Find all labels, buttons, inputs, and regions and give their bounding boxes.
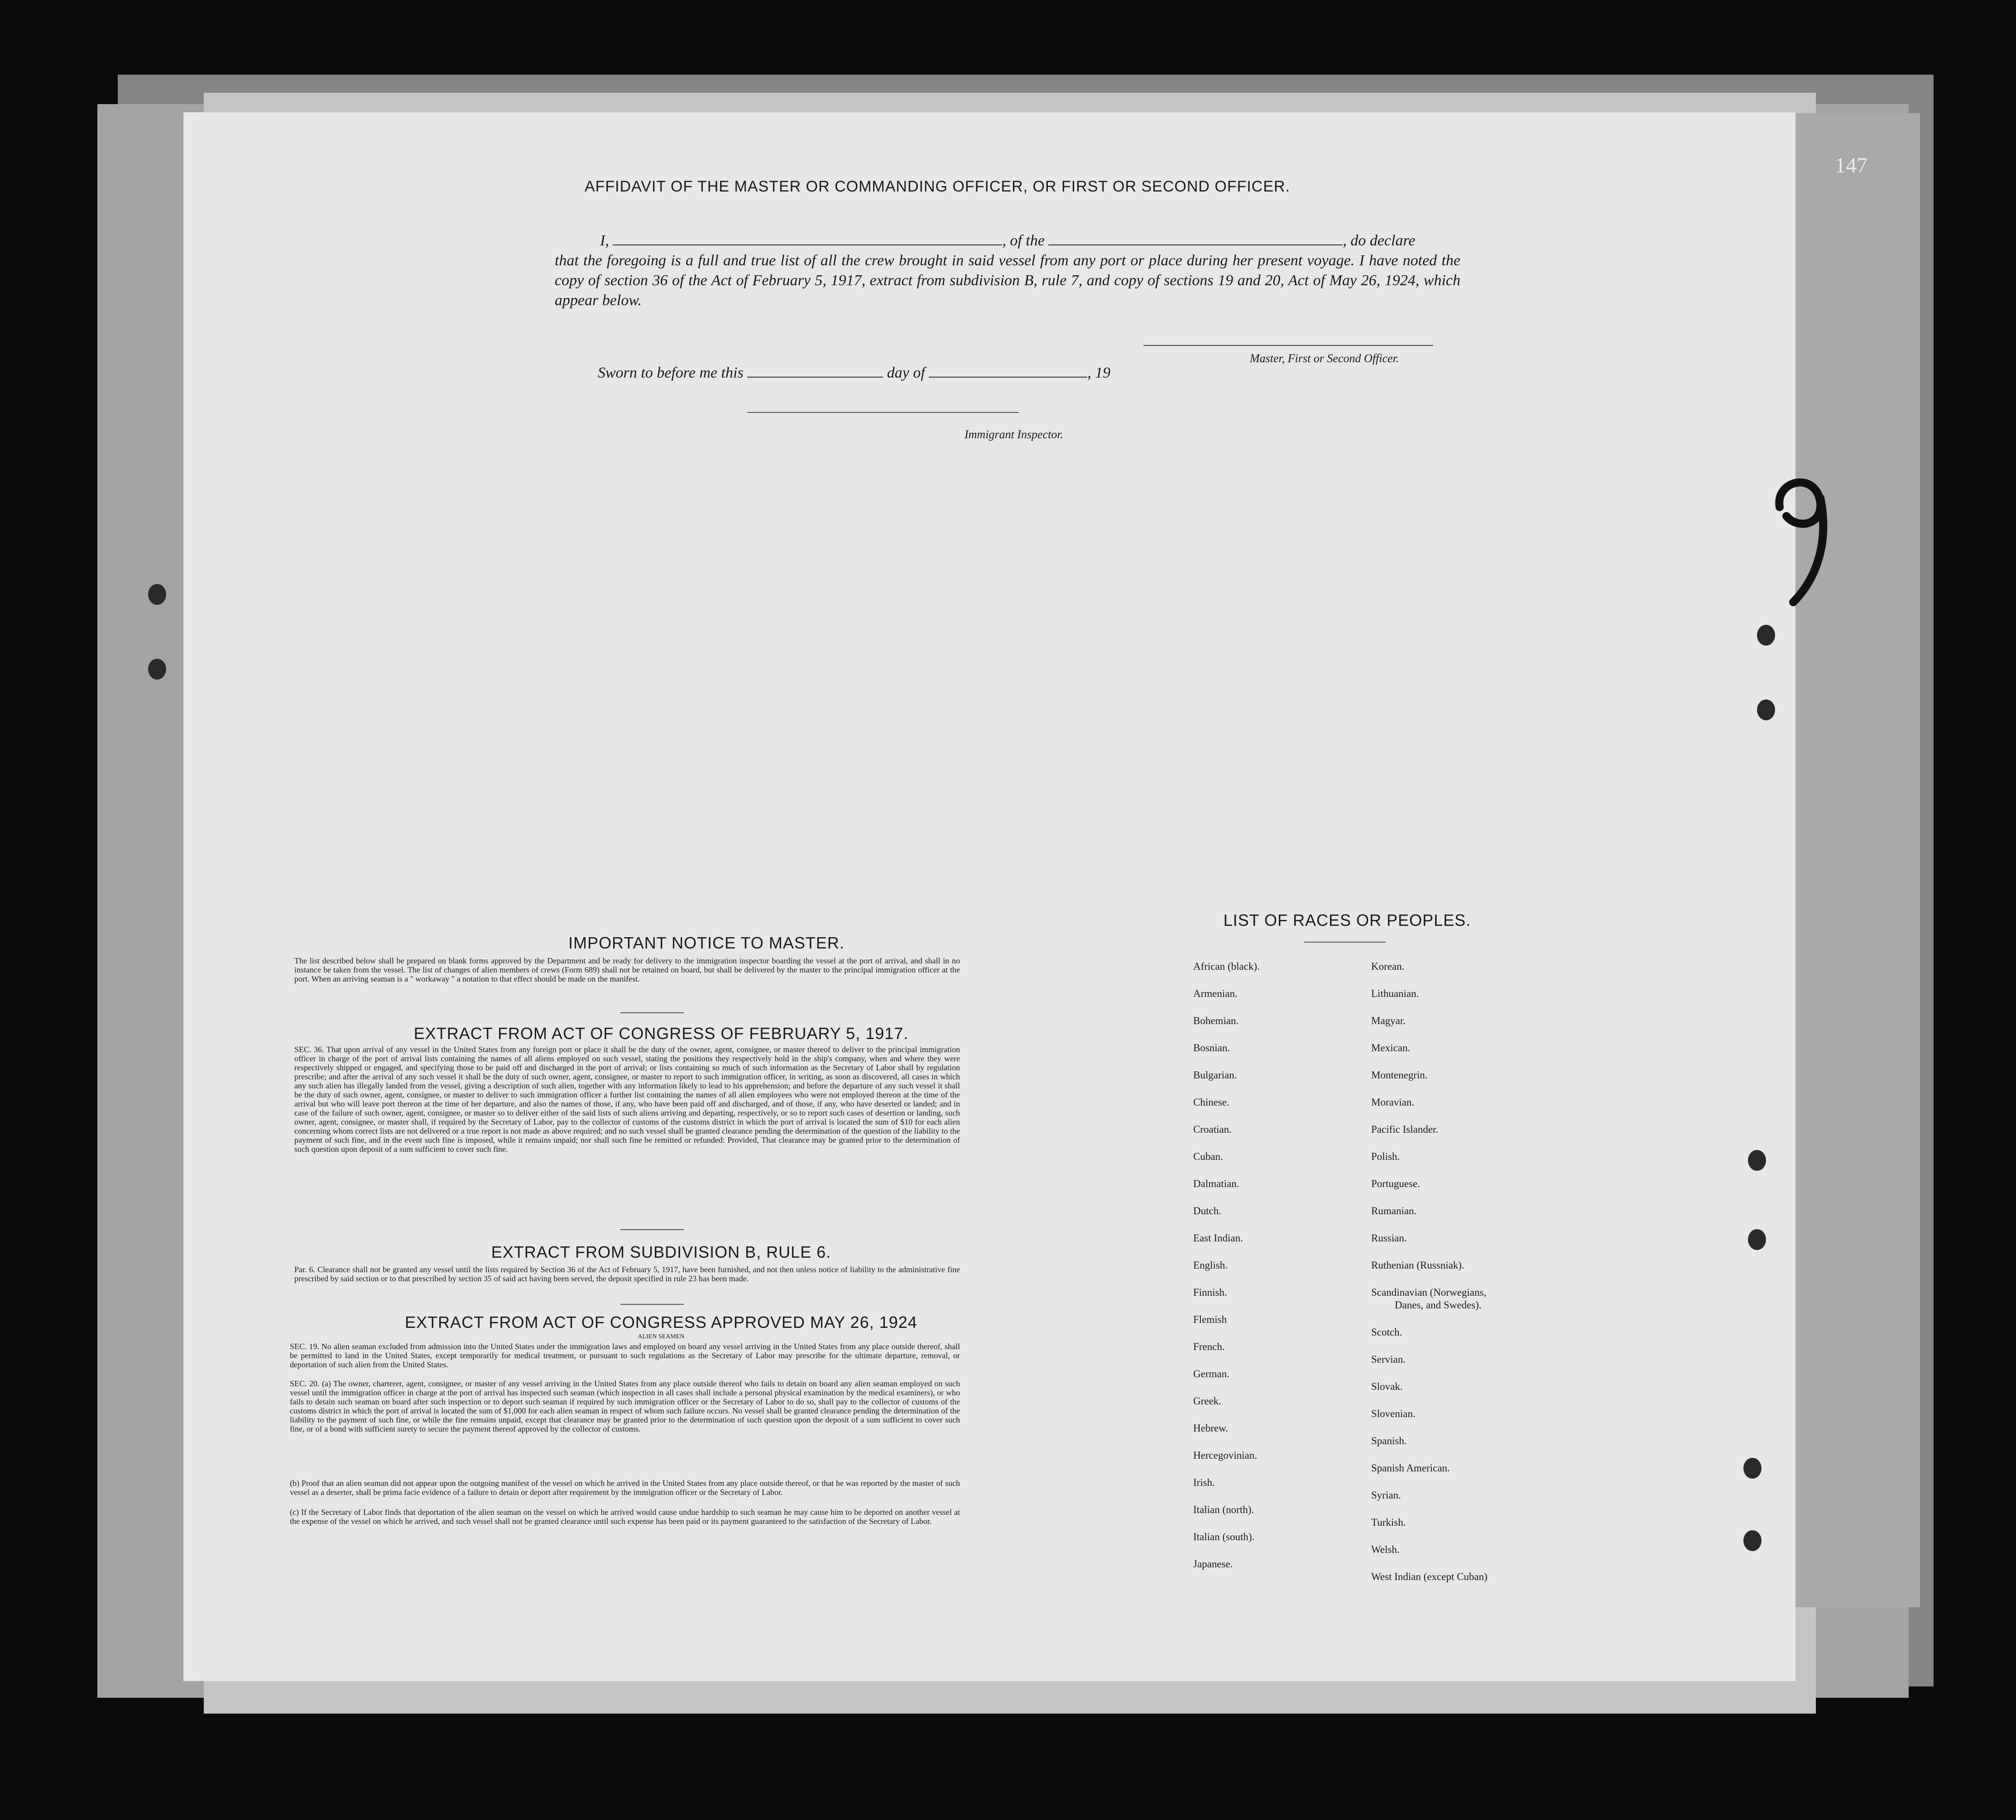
race-item: Flemish — [1193, 1314, 1227, 1325]
race-item: African (black). — [1193, 961, 1260, 972]
race-item: Spanish American. — [1371, 1462, 1450, 1474]
race-item: Bulgarian. — [1193, 1069, 1237, 1081]
race-item: Polish. — [1371, 1151, 1400, 1162]
race-item: Lithuanian. — [1371, 988, 1419, 999]
binding-hole — [1743, 1530, 1762, 1551]
handwritten-mark — [1766, 453, 1838, 607]
race-item: Bosnian. — [1193, 1042, 1230, 1054]
race-item: Turkish. — [1371, 1517, 1406, 1528]
race-item: Italian (south). — [1193, 1531, 1255, 1542]
extract-1924-title: EXTRACT FROM ACT OF CONGRESS APPROVED MAY 26, 1924 — [405, 1313, 917, 1331]
race-item: Dutch. — [1193, 1205, 1221, 1217]
sworn-statement — [598, 364, 1110, 382]
divider — [1304, 942, 1386, 943]
race-item: East Indian. — [1193, 1232, 1243, 1244]
race-item: French. — [1193, 1341, 1225, 1352]
race-item: Armenian. — [1193, 988, 1238, 999]
race-item: Spanish. — [1371, 1435, 1407, 1446]
binding-hole — [148, 584, 166, 605]
notice-text: The list described below shall be prepared on blank forms approved by the Department and be ready for delivery to the immigration inspector boarding the vessel at the port of arrival, and shall in no instance be taken from the vessel. The list of changes of alien members of crews (Form 689) shall not be retained on board, but shall be delivered by the master to the principal immigration officer at the port. When an arriving seaman is a " workaway " a notation to that effect should be made on the manifest. — [294, 956, 960, 983]
binding-hole — [1757, 699, 1775, 720]
binding-hole — [1748, 1150, 1766, 1171]
race-item: Danes, and Swedes). — [1395, 1299, 1482, 1311]
race-item: Japanese. — [1193, 1558, 1233, 1570]
sworn-day-field[interactable] — [747, 376, 883, 378]
race-item: Bohemian. — [1193, 1015, 1239, 1026]
year-prefix: , 19 — [1087, 364, 1111, 381]
notice-title: IMPORTANT NOTICE TO MASTER. — [568, 934, 845, 952]
race-item: Dalmatian. — [1193, 1178, 1239, 1189]
race-item: Scandinavian (Norwegians, — [1371, 1287, 1487, 1298]
day-of-text: day of — [887, 364, 925, 381]
extract-1917-title: EXTRACT FROM ACT OF CONGRESS OF FEBRUARY 5, 1917. — [413, 1024, 909, 1043]
race-item: German. — [1193, 1368, 1229, 1379]
race-item: Mexican. — [1371, 1042, 1411, 1054]
extract-1924-sec20a: SEC. 20. (a) The owner, charterer, agent, consignee, or master of any vessel arriving in the United States from any place outside thereof who fails to detain on board any alien seaman employed on such vessel until the immigration officer in charge at the port of arrival has inspected such seaman (which inspection in all cases shall include a personal physical examination by the medical examiners), or who fails to detain such seaman on board after such inspection or to deport such seaman if required by such immigration officer or the Secretary of Labor to do so, shall pay to the collector of customs of the customs district in which the port of arrival is located the sum of $1,000 for each alien seaman in respect of whom such failure occurs. No vessel shall be granted clearance pending the determination of the liability to the payment of such fine, or while the fine remains unpaid, except that clearance may be granted prior to the determination of such question upon the deposit of a sum sufficient to cover such fine, or of a bond with sufficient surety to secure the payment thereof approved by the collector of customs. — [290, 1379, 960, 1433]
race-item: Magyar. — [1371, 1015, 1406, 1026]
race-item: Korean. — [1371, 961, 1405, 972]
divider — [620, 1012, 684, 1013]
declaration-line — [600, 231, 1460, 251]
extract-1924-subtitle: ALIEN SEAMEN — [638, 1333, 685, 1340]
race-item: Montenegrin. — [1371, 1069, 1428, 1081]
of-the-text: , of the — [1002, 232, 1045, 249]
race-item: Moravian. — [1371, 1097, 1415, 1108]
officer-name-field[interactable] — [613, 244, 1002, 245]
vessel-name-field[interactable] — [1048, 244, 1343, 245]
race-item: Irish. — [1193, 1477, 1215, 1488]
race-item: Scotch. — [1371, 1327, 1402, 1338]
extract-1917-text: SEC. 36. That upon arrival of any vessel in the United States from any foreign port or place it shall be the duty of the owner, agent, consignee, or master thereof to deliver to the principal immigration officer in charge of the port of arrival lists containing the names of all aliens employed on such vessel, stating the positions they respectively hold in the ship's company, when and where they were respectively shipped or engaged, and specifying those to be paid off and discharged in the port of arrival; or lists containing so much of such information as the Secretary of Labor shall by regulation prescribe; and after the arrival of any such vessel it shall be the duty of such owner, agent, consignee, or master to report to such immigration officer, in writing, as soon as discovered, all cases in which any such alien has illegally landed from the vessel, giving a description of such alien, together with any information likely to lead to his apprehension; and before the departure of any such vessel it shall be the duty of such owner, agent, consignee, or master to deliver to such immigration officer a further list containing the names of all alien employees who were not employed thereon at the time of the arrival but who will leave port thereon at the time of her departure, and also the names of those, if any, who have been paid off and discharged, and of those, if any, who have deserted or landed; and in case of the failure of such owner, agent, consignee, or master so to deliver either of the said lists of such aliens arriving and departing, respectively, or so to report such cases of desertion or landing, such owner, agent, consignee, or master shall, if required by the Secretary of Labor, pay to the collector of customs of the customs district in which the port of arrival is located the sum of $10 for each alien concerning whom correct lists are not delivered or a true report is not made as above required; and no such vessel shall be granted clearance pending the determination of the question of the liability to the payment of such fine, and in the event such fine is imposed, while it remains unpaid; nor shall such fine be remitted or refunded: Provided, That clearance may be granted prior to the determination of such question upon deposit of a sum sufficient to cover such fine. — [294, 1045, 960, 1154]
binding-hole — [1748, 1229, 1766, 1250]
race-item: Croatian. — [1193, 1124, 1232, 1135]
race-item: Cuban. — [1193, 1151, 1223, 1162]
race-item: Ruthenian (Russniak). — [1371, 1260, 1464, 1271]
race-item: Pacific Islander. — [1371, 1124, 1439, 1135]
sworn-month-field[interactable] — [929, 376, 1087, 378]
race-item: Hebrew. — [1193, 1422, 1229, 1434]
do-declare-text: , do declare — [1343, 232, 1416, 249]
race-item: Finnish. — [1193, 1287, 1227, 1298]
affidavit-page — [183, 112, 1795, 1681]
race-item: Servian. — [1371, 1354, 1406, 1365]
race-item: Rumanian. — [1371, 1205, 1417, 1217]
race-item: Portuguese. — [1371, 1178, 1420, 1189]
races-title: LIST OF RACES OR PEOPLES. — [1223, 911, 1471, 929]
race-item: West Indian (except Cuban) — [1371, 1571, 1488, 1582]
race-item: Italian (north). — [1193, 1504, 1254, 1515]
inspector-signature-line[interactable] — [747, 412, 1019, 413]
binding-hole — [1743, 1458, 1762, 1479]
race-item: Slovak. — [1371, 1381, 1403, 1392]
divider — [620, 1304, 684, 1305]
race-item: Slovenian. — [1371, 1408, 1416, 1419]
rule6-text: Par. 6. Clearance shall not be granted any vessel until the lists required by Section 36 of the Act of February 5, 1917, have been furnished, and not then unless notice of liability to the administrative fine prescribed by said section or to that prescribed by section 35 of said act having been served, the deposit specified in rule 23 has been made. — [294, 1265, 960, 1283]
inspector-label: Immigrant Inspector. — [965, 428, 1064, 441]
race-item: Hercegovinian. — [1193, 1450, 1258, 1461]
binding-hole — [148, 659, 166, 680]
race-item: Chinese. — [1193, 1097, 1229, 1108]
underlying-manifest-page — [1784, 113, 1920, 1607]
race-item: Russian. — [1371, 1232, 1407, 1244]
extract-1924-sec20c: (c) If the Secretary of Labor finds that deportation of the alien seaman on the vessel on which he arrived would cause undue hardship to such seaman he may cause him to be deported on another vessel at the expense of the vessel on which he arrived, and such vessel shall not be granted clearance until such expense has been paid or its payment guaranteed to the satisfaction of the Secretary of Labor. — [290, 1508, 960, 1526]
declarant-prefix: I, — [600, 232, 609, 249]
binding-hole — [1757, 625, 1775, 646]
signature-label: Master, First or Second Officer. — [1250, 352, 1399, 365]
declaration-body: that the foregoing is a full and true list of all the crew brought in said vessel from any port or place during her present voyage. I have noted the copy of section 36 of the Act of February 5, 1917, extract from subdivision B, rule 7, and copy of sections 19 and 20, Act of May 26, 1924, which appear below. — [555, 252, 1460, 309]
extract-1924-sec20b: (b) Proof that an alien seaman did not appear upon the outgoing manifest of the vessel on which he arrived in the United States from any place outside thereof, or that he was reported by the master of such vessel as a deserter, shall be prima facie evidence of a failure to detain or deport after requirement by the immigration officer or the Secretary of Labor. — [290, 1479, 960, 1497]
race-item: Welsh. — [1371, 1544, 1400, 1555]
affidavit-declaration — [555, 231, 1460, 311]
race-item: Syrian. — [1371, 1490, 1401, 1501]
race-item: Greek. — [1193, 1395, 1221, 1407]
signature-line[interactable] — [1143, 345, 1433, 346]
race-item: English. — [1193, 1260, 1228, 1271]
page-number: 147 — [1835, 153, 1867, 177]
affidavit-title: AFFIDAVIT OF THE MASTER OR COMMANDING OFFICER, OR FIRST OR SECOND OFFICER. — [584, 178, 1291, 195]
sworn-text: Sworn to before me this — [598, 364, 744, 381]
extract-1924-sec19: SEC. 19. No alien seaman excluded from admission into the United States under the immigration laws and employed on board any vessel arriving in the United States from any place outside thereof, shall be permitted to land in the United States, except temporarily for medical treatment, or pursuant to such regulations as the Secretary of Labor may prescribe for the ultimate departure, removal, or deportation of such alien from the United States. — [290, 1342, 960, 1369]
rule6-title: EXTRACT FROM SUBDIVISION B, RULE 6. — [491, 1243, 831, 1261]
divider — [620, 1229, 684, 1230]
